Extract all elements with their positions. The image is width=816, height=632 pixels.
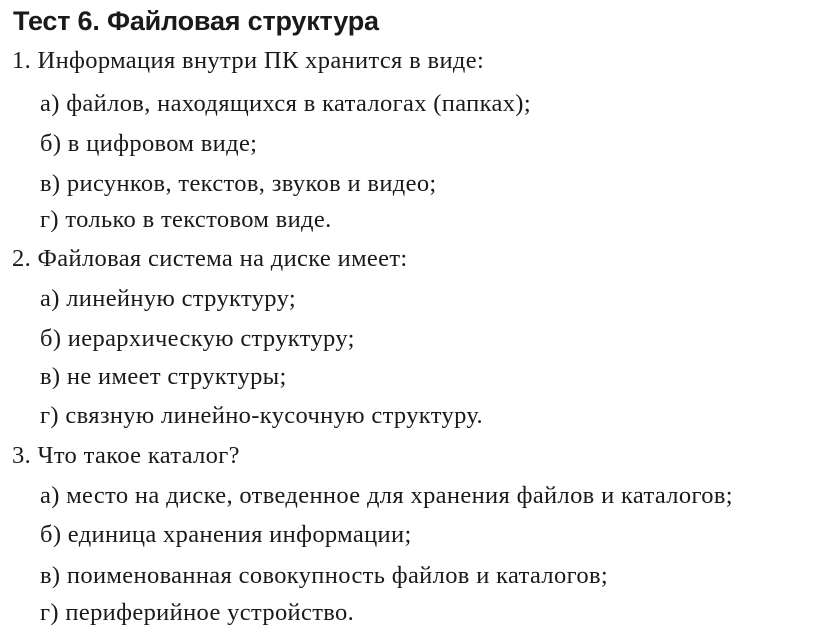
answer-option: а) место на диске, отведенное для хранения файлов и каталогов; [40,482,733,509]
answer-option: г) только в текстовом виде. [40,206,332,233]
answer-option: г) связную линейно-кусочную структуру. [40,402,483,429]
page-title: Тест 6. Файловая структура [13,6,379,36]
answer-option: б) в цифровом виде; [40,130,258,157]
answer-option: б) единица хранения информации; [40,521,412,548]
question-text: 2. Файловая система на диске имеет: [12,245,408,272]
answer-option: г) периферийное устройство. [40,599,355,626]
question-text: 3. Что такое каталог? [12,442,240,469]
question-text: 1. Информация внутри ПК хранится в виде: [12,47,485,74]
answer-option: б) иерархическую структуру; [40,325,355,352]
answer-option: в) не имеет структуры; [40,363,287,390]
answer-option: а) линейную структуру; [40,285,297,312]
answer-option: а) файлов, находящихся в каталогах (папках); [40,90,531,117]
answer-option: в) рисунков, текстов, звуков и видео; [40,170,437,197]
answer-option: в) поименованная совокупность файлов и каталогов; [40,562,609,589]
